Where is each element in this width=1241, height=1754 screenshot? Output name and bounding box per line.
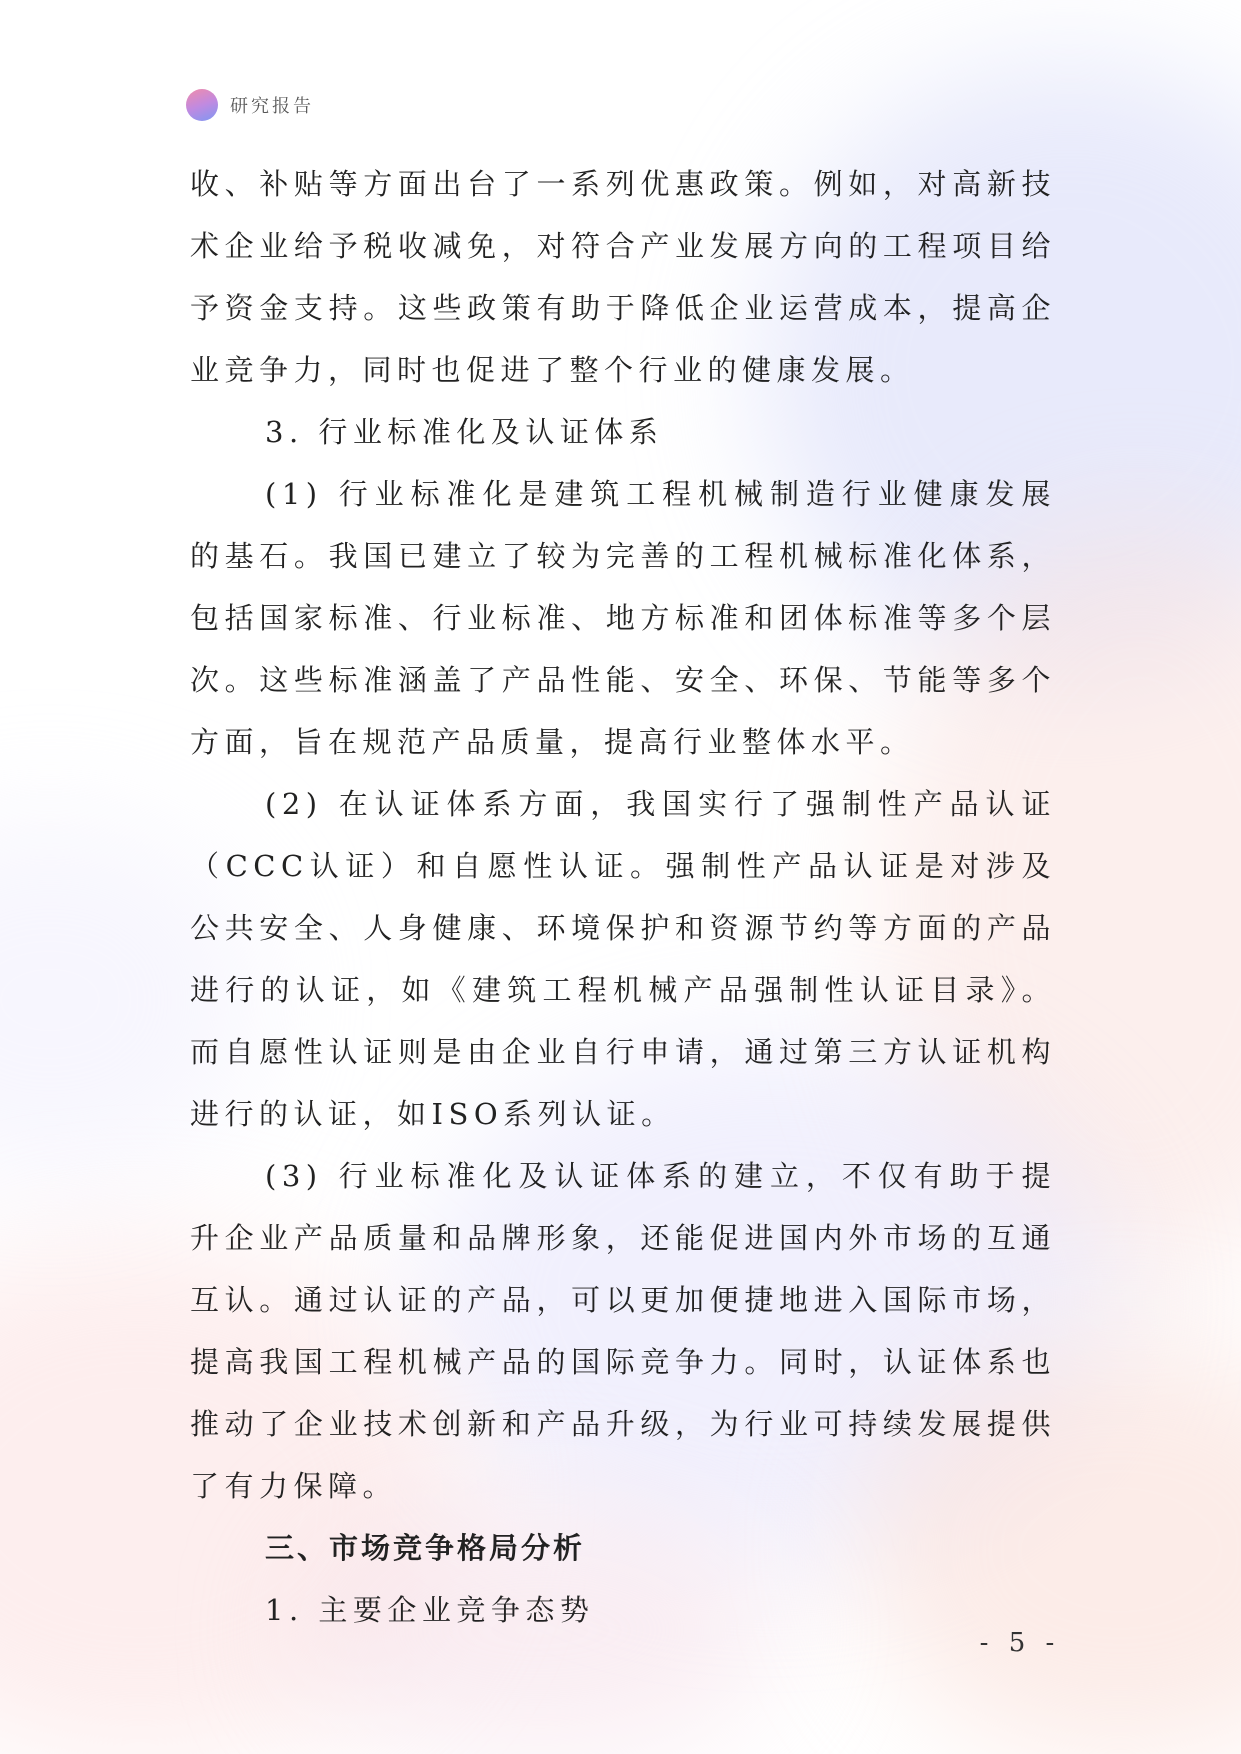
section-heading-standardization: 3. 行业标准化及认证体系 (265, 415, 664, 449)
paragraph-continuation: 收、补贴等方面出台了一系列优惠政策。例如，对高新技术企业给予税收减免，对符合产业发展方向的工程项目给予资金支持。这些政策有助于降低企业运营成本，提高企业竞争力，同时也促进了整个行业的健康发展。 (190, 167, 1056, 387)
chapter-heading-competition: 三、市场竞争格局分析 (265, 1531, 586, 1565)
paragraph-standardization: (1) 行业标准化是建筑工程机械制造行业健康发展的基石。我国已建立了较为完善的工程机械标准化体系，包括国家标准、行业标准、地方标准和团体标准等多个层次。这些标准涵盖了产品性能、安全、环保、节能等多个方面，旨在规范产品质量，提高行业整体水平。 (190, 477, 1056, 759)
paragraph-certification: (2) 在认证体系方面，我国实行了强制性产品认证（CCC认证）和自愿性认证。强制性产品认证是对涉及公共安全、人身健康、环境保护和资源节约等方面的产品进行的认证，如《建筑工程机械产品强制性认证目录》。而自愿性认证则是由企业自行申请，通过第三方认证机构进行的认证，如ISO系列认证。 (190, 787, 1056, 1131)
document-body (190, 153, 1056, 1641)
page-number: - 5 - (979, 1628, 1061, 1658)
paragraph-significance: (3) 行业标准化及认证体系的建立，不仅有助于提升企业产品质量和品牌形象，还能促进国内外市场的互通互认。通过认证的产品，可以更加便捷地进入国际市场，提高我国工程机械产品的国际竞争力。同时，认证体系也推动了企业技术创新和产品升级，为行业可持续发展提供了有力保障。 (190, 1159, 1056, 1503)
header-title: 研究报告 (230, 96, 314, 117)
page-header (186, 88, 314, 122)
logo-circle-icon (186, 89, 218, 121)
section-heading-enterprises: 1. 主要企业竞争态势 (265, 1593, 595, 1627)
